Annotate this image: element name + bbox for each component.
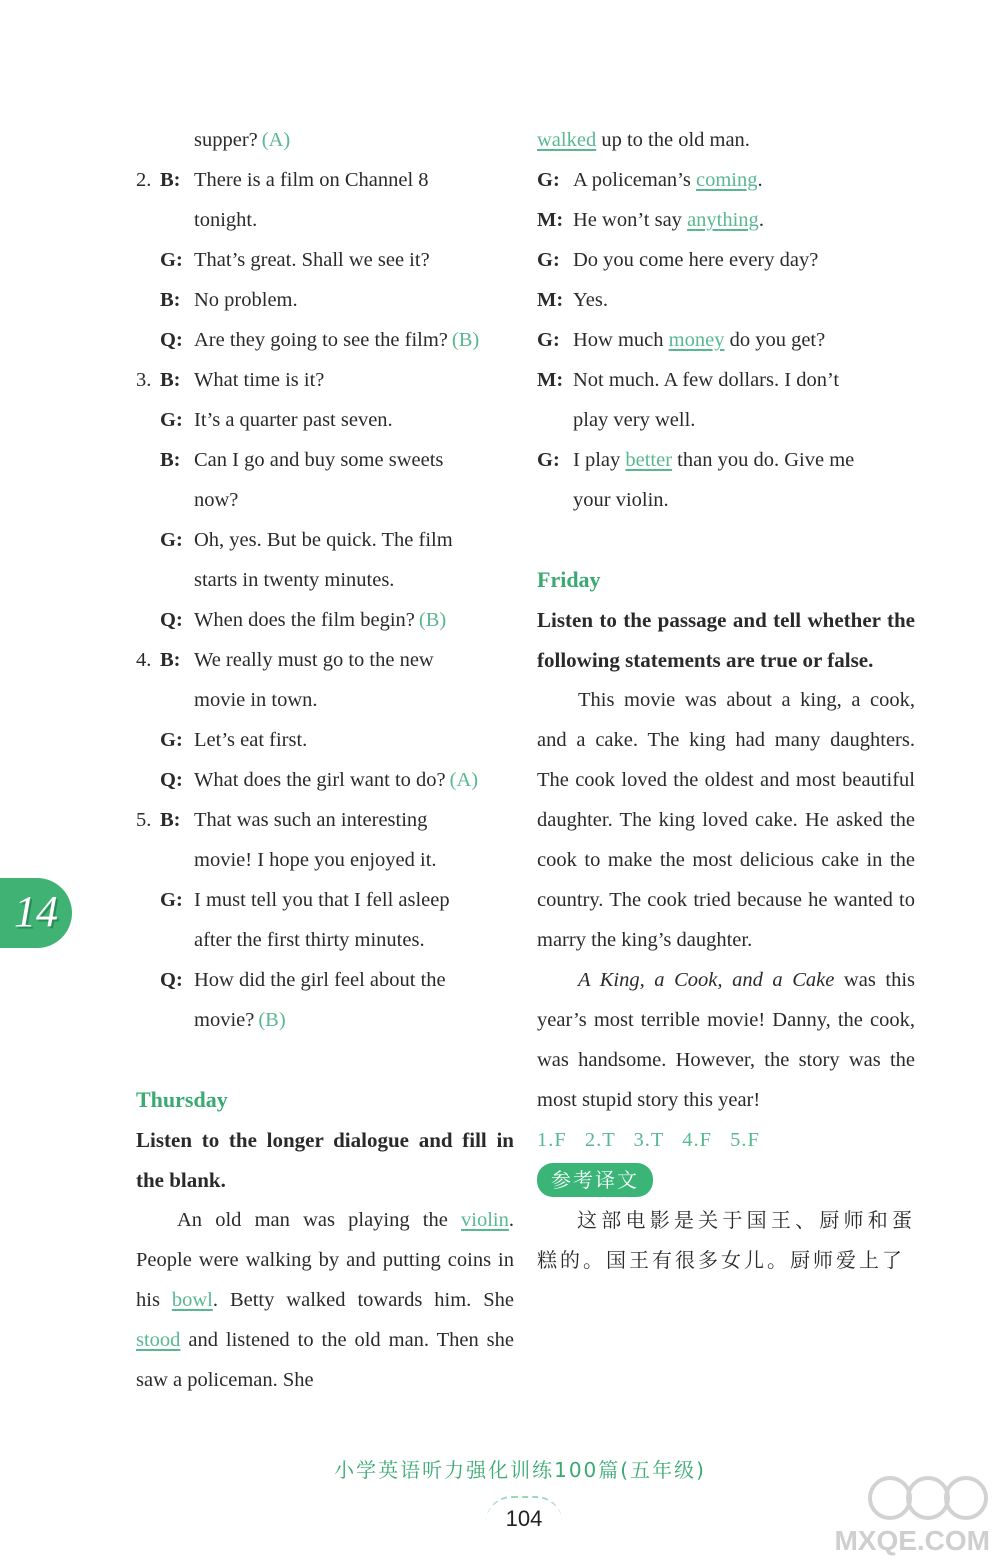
fill-blank-answer: better: [625, 449, 673, 471]
fill-blank-answer: violin: [461, 1209, 509, 1231]
dialogue-line-continuation: [136, 840, 514, 880]
speaker-label: G:: [160, 529, 183, 551]
speaker-label: M:: [537, 289, 564, 311]
answer-choice: (A): [449, 769, 479, 791]
dialogue-line: [537, 160, 915, 200]
dialogue-text: I must tell you that I fell asleep: [194, 889, 450, 911]
dialogue-text: We really must go to the new: [194, 649, 434, 671]
dialogue-line-continuation: [136, 680, 514, 720]
speaker-label: G:: [537, 329, 560, 351]
speaker-label: G:: [160, 889, 183, 911]
dialogue-line: [537, 320, 915, 360]
speaker-label: Q:: [160, 769, 183, 791]
dialogue-text: What time is it?: [194, 369, 325, 391]
answer-choice: (B): [418, 609, 447, 631]
dialogue-text: after the first thirty minutes.: [194, 929, 425, 951]
speaker-label: Q:: [160, 329, 183, 351]
speaker-label: B:: [160, 369, 181, 391]
dialogue-text: A policeman’s: [573, 169, 696, 191]
speaker-label: G:: [160, 409, 183, 431]
dialogue-line: [537, 200, 915, 240]
dialogue-line: [537, 480, 915, 520]
dialogue-text: When does the film begin?: [194, 609, 415, 631]
dialogue-line: [537, 440, 915, 480]
speaker-label: M:: [537, 209, 564, 231]
speaker-label: G:: [537, 449, 560, 471]
dialogue-line: [537, 360, 915, 400]
dialogue-text: tonight.: [194, 209, 258, 231]
question-number: 2.: [136, 169, 152, 191]
speaker-label: G:: [160, 249, 183, 271]
dialogue-line: [136, 520, 514, 560]
speaker-label: G:: [537, 249, 560, 271]
dialogue-text: What does the girl want to do?: [194, 769, 446, 791]
section-heading-friday: Friday: [537, 567, 601, 592]
dialogue-text: I play: [573, 449, 626, 471]
unit-tab: [0, 878, 72, 948]
dialogue-text: There is a film on Channel 8: [194, 169, 429, 191]
page-number: 104: [505, 1506, 543, 1531]
dialogue-line: [136, 600, 514, 640]
thursday-passage: An old man was playing the violin. People were walking by and putting coins in his bowl. Betty walked towards him. She stood and listened to the old man. Then she saw a policeman. She: [136, 1209, 514, 1391]
dialogue-line: [136, 880, 514, 920]
dialogue-text: How did the girl feel about the: [194, 969, 446, 991]
dialogue-line-continuation: [136, 480, 514, 520]
dialogue-text: Can I go and buy some sweets: [194, 449, 444, 471]
section-heading-thursday: Thursday: [136, 1087, 228, 1112]
dialogue-line: [136, 360, 514, 400]
question-number: 3.: [136, 369, 152, 391]
dialogue-text: Yes.: [573, 289, 608, 311]
fill-blank-answer: coming: [695, 169, 758, 191]
question-number: 4.: [136, 649, 152, 671]
dialogue-text: now?: [194, 489, 239, 511]
friday-paragraph-2: A King, a Cook, and a Cake was this year’s most terrible movie! Danny, the cook, was handsome. However, the story was the most stupid story this year!: [537, 969, 916, 1111]
dialogue-text: He won’t say: [573, 209, 688, 231]
answer-choice: (B): [258, 1009, 286, 1031]
dialogue-line: [136, 160, 514, 200]
dialogue-text: movie in town.: [194, 689, 318, 711]
dialogue-text: your violin.: [573, 489, 669, 511]
friday-paragraph-1: This movie was about a king, a cook, and a cake. The king had many daughters. The cook loved the oldest and most beautiful daughter. The king loved cake. He asked the cook to make the most delicious cake in the country. The cook tried because he wanted to marry the king’s daughter.: [537, 689, 915, 951]
fill-blank-answer: stood: [136, 1329, 181, 1351]
dialogue-text: starts in twenty minutes.: [194, 569, 395, 591]
dialogue-line: [136, 320, 514, 360]
question-number: 5.: [136, 809, 152, 831]
dialogue-text: movie! I hope you enjoyed it.: [194, 849, 437, 871]
dialogue-text: .: [758, 209, 764, 231]
dialogue-text: Are they going to see the film?: [194, 329, 448, 351]
dialogue-line: [136, 760, 514, 800]
dialogue-line: [537, 400, 915, 440]
speaker-label: M:: [537, 369, 564, 391]
dialogue-line: [537, 240, 915, 280]
speaker-label: B:: [160, 289, 181, 311]
dialogue-text: movie?: [194, 1009, 255, 1031]
book-title: 小学英语听力强化训练100篇(五年级): [334, 1458, 706, 1482]
dialogue-line: [136, 240, 514, 280]
speaker-label: B:: [160, 649, 181, 671]
svg-text:MXQE.COM: MXQE.COM: [834, 1525, 990, 1556]
chinese-translation: 这部电影是关于国王、厨师和蛋糕的。国王有很多女儿。厨师爱上了: [537, 1208, 915, 1272]
dialogue-text: Not much. A few dollars. I don’t: [573, 369, 840, 391]
dialogue-text: It’s a quarter past seven.: [194, 409, 393, 431]
answer-key: 1.F 2.T 3.T 4.F 5.F: [537, 1129, 760, 1151]
dialogue-line: [136, 400, 514, 440]
right-column: [537, 120, 915, 1280]
left-column: [136, 120, 514, 1400]
speaker-label: Q:: [160, 609, 183, 631]
dialogue-text: No problem.: [194, 289, 298, 311]
dialogue-line-continuation: [136, 200, 514, 240]
speaker-label: B:: [160, 449, 181, 471]
dialogue-text: .: [757, 169, 763, 191]
answer-choice: (A): [261, 129, 291, 151]
dialogue-text: than you do. Give me: [672, 449, 855, 471]
dialogue-text: do you get?: [724, 329, 826, 351]
dialogue-text: How much: [573, 329, 669, 351]
speaker-label: B:: [160, 809, 181, 831]
dialogue-line: [537, 120, 915, 160]
watermark-logo: [792, 1472, 992, 1558]
dialogue-line: [136, 800, 514, 840]
fill-blank-answer: walked: [537, 129, 597, 151]
dialogue-text: supper?: [194, 129, 258, 151]
dialogue-line-continuation: [136, 1000, 514, 1040]
dialogue-line: [136, 640, 514, 680]
dialogue-text: play very well.: [573, 409, 696, 431]
speaker-label: B:: [160, 169, 181, 191]
answer-choice: (B): [451, 329, 480, 351]
dialogue-text: Let’s eat first.: [194, 729, 308, 751]
dialogue-text: Do you come here every day?: [573, 249, 819, 271]
translation-label: 参考译文: [537, 1163, 653, 1197]
dialogue-text: That’s great. Shall we see it?: [194, 249, 430, 271]
thursday-instruction: Listen to the longer dialogue and fill in the blank.: [136, 1128, 514, 1192]
fill-blank-answer: anything: [687, 209, 759, 231]
dialogue-line: [136, 720, 514, 760]
dialogue-line: [537, 280, 915, 320]
dialogue-line: [136, 960, 514, 1000]
dialogue-list: [136, 160, 514, 1040]
friday-instruction: Listen to the passage and tell whether the following statements are true or false.: [537, 608, 915, 672]
fill-blank-answer: bowl: [171, 1289, 213, 1311]
dialogue-line: [136, 440, 514, 480]
dialogue-text: Oh, yes. But be quick. The film: [194, 529, 453, 551]
unit-number: 14: [14, 887, 58, 936]
speaker-label: Q:: [160, 969, 183, 991]
thursday-dialogue: [537, 120, 915, 520]
speaker-label: G:: [537, 169, 560, 191]
speaker-label: G:: [160, 729, 183, 751]
movie-title: A King, a Cook, and a Cake: [578, 969, 835, 991]
dialogue-text: That was such an interesting: [194, 809, 428, 831]
continuation-line: [136, 120, 514, 160]
dialogue-line-continuation: [136, 920, 514, 960]
fill-blank-answer: money: [668, 329, 725, 351]
dialogue-text: up to the old man.: [596, 129, 750, 151]
dialogue-line: [136, 280, 514, 320]
dialogue-line-continuation: [136, 560, 514, 600]
